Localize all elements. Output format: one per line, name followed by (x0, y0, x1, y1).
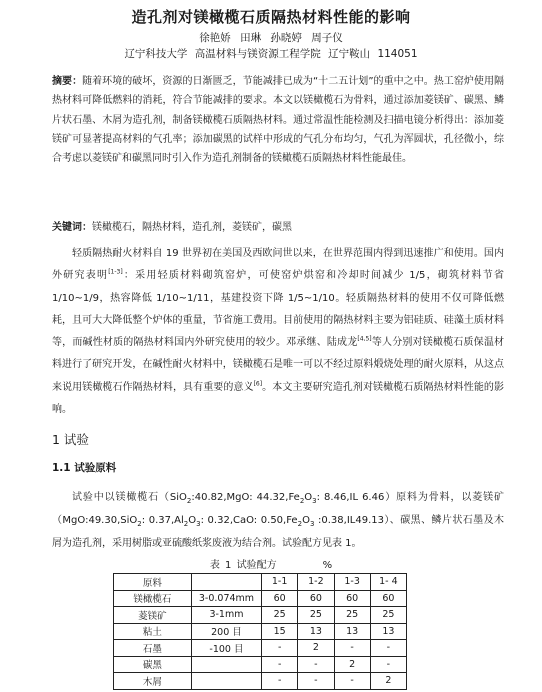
subscript: 2 (299, 497, 305, 505)
table-cell: 粘土 (114, 623, 192, 640)
table-header-cell: 1-3 (334, 574, 370, 591)
materials-text: :40.82,MgO: 44.32,Fe (191, 492, 300, 503)
materials-text: O (304, 492, 313, 503)
table-cell: 60 (262, 590, 298, 607)
table-cell: 60 (298, 590, 334, 607)
table-header-cell (191, 574, 261, 591)
subscript: 2 (186, 497, 192, 505)
abstract-text: 随着环境的破坏，资源的日渐匮乏，节能减排已成为“十二五计划”的重中之中。热工窑炉使用隔热材料可降低燃料的消耗，符合节能减排的要求。本文以镁橄榄石为骨料，通过添加菱镁矿、碳黑、鳞片状石墨、木屑为造孔剂，制备镁橄榄石质隔热材料。通过常温性能检测及扫描电镜分析得出：添加菱镁矿可显著提高材料的气孔率；添加碳黑的试样中形成的气孔分布均匀，气孔为浑圆状，孔径微小，综合考虑以菱镁矿和碳黑同时引入作为造孔剂制备的镁橄榄石质隔热材料性能最佳。 (52, 76, 504, 165)
table-cell: - (334, 673, 370, 690)
table-cell: - (334, 640, 370, 657)
citation-1: [1-3] (108, 268, 123, 276)
materials-text: : 8.46,IL 6.46）原料为骨料，以菱镁矿（MgO:49.30,SiO (52, 492, 504, 526)
author-list: 徐艳娇 田琳 孙晓婷 周子仪 (199, 32, 343, 44)
subscript: 3 (196, 520, 201, 528)
table-cell: 25 (334, 607, 370, 624)
subscript: 3 (312, 497, 317, 505)
table-cell: - (262, 640, 298, 657)
citation-2: [4,5] (357, 335, 372, 343)
table-cell: - (370, 640, 406, 657)
affiliation: 辽宁科技大学 高温材料与镁资源工程学院 辽宁鞍山 114051 (124, 48, 418, 60)
materials-text: 试验中以镁橄榄石（SiO (72, 492, 187, 503)
table-header-row (114, 574, 407, 591)
table-cell (191, 673, 261, 690)
materials-text: O (188, 515, 197, 526)
table-row (114, 640, 407, 657)
citation-3: [6] (253, 380, 263, 388)
table-cell: 3-0.074mm (191, 590, 261, 607)
table-cell: - (298, 673, 334, 690)
materials-text: O (302, 515, 310, 526)
subscript: 2 (297, 520, 303, 528)
table-cell (191, 656, 261, 673)
table-unit: % (322, 560, 333, 571)
table-cell: 菱镁矿 (114, 607, 192, 624)
table-header-cell: 1- 4 (370, 574, 406, 591)
table-cell: 25 (262, 607, 298, 624)
table-cell: 碳黑 (114, 656, 192, 673)
abstract-label: 摘要： (52, 76, 83, 87)
table-cell: 镁橄榄石 (114, 590, 192, 607)
subscript: 2 (183, 520, 189, 528)
materials-text: : 0.32,CaO: 0.50,Fe (200, 515, 298, 526)
table-cell: 石墨 (114, 640, 192, 657)
table-header-cell: 1-2 (298, 574, 334, 591)
table-row (114, 607, 407, 624)
paper-title: 造孔剂对镁橄榄石质隔热材料性能的影响 (131, 8, 411, 26)
intro-text-3: 等人分别对镁橄榄石质保温材料进行了研究开发，在碱性耐火材料中，镁橄榄石是唯一可以不经过原料煅烧处理的耐火原料，从这点来说用镁橄榄石作隔热材料，具有重要的意义 (52, 337, 505, 393)
table-cell: 15 (262, 623, 298, 640)
introduction-paragraph (52, 243, 504, 421)
table-cell: 200 目 (191, 623, 261, 640)
table-caption-text: 表 1 试验配方 (209, 560, 277, 571)
keywords-text: 镁橄榄石，隔热材料，造孔剂，菱镁矿，碳黑 (92, 222, 292, 233)
table-header-cell: 原料 (114, 574, 192, 591)
table-cell: - (262, 656, 298, 673)
table-cell: 13 (370, 623, 406, 640)
table-cell: 2 (334, 656, 370, 673)
table-cell: 60 (370, 590, 406, 607)
table-caption (0, 556, 542, 571)
table-cell: 木屑 (114, 673, 192, 690)
subsection-heading: 1.1 试验原料 (52, 462, 117, 474)
table-row (114, 623, 407, 640)
table-row (114, 656, 407, 673)
intro-text-1: 轻质隔热耐火材料自 19 世界初在美国及西欧问世以来，在世界范围内得到迅速推广和使用。国内外研究表明 (52, 248, 504, 282)
table-cell: -100 目 (191, 640, 261, 657)
table-row (114, 673, 407, 690)
table-cell: - (370, 656, 406, 673)
table-cell: 13 (334, 623, 370, 640)
intro-text-4: 。本文主要研究造孔剂对镁橄榄石质隔热材料性能的影响。 (52, 381, 505, 416)
keywords-label: 关键词： (52, 222, 92, 233)
table-row (114, 590, 407, 607)
table-cell: 2 (298, 640, 334, 657)
section-heading: 1 试验 (52, 432, 89, 447)
materials-paragraph (52, 486, 504, 555)
table-cell: 25 (298, 607, 334, 624)
table-cell: 13 (298, 623, 334, 640)
table-cell: 60 (334, 590, 370, 607)
materials-text: : 0.37,Al (141, 515, 184, 526)
subscript: 3 (309, 520, 315, 528)
table-header-cell: 1-1 (262, 574, 298, 591)
abstract (52, 72, 504, 168)
table-cell: 3-1mm (191, 607, 261, 624)
recipe-table (113, 573, 407, 690)
table-cell: 25 (370, 607, 406, 624)
subscript: 2 (137, 520, 142, 528)
table-cell: 2 (370, 673, 406, 690)
table-cell: - (298, 656, 334, 673)
materials-text: :0.38,IL49.13）、碳黑、鳞片状石墨及木屑为造孔剂，采用树脂或亚硫酸纸浆废液为结合剂。试验配方见表 1。 (52, 515, 505, 549)
keywords (52, 219, 504, 237)
table-cell: - (262, 673, 298, 690)
intro-text-2: ：采用轻质材料砌筑窑炉，可使窑炉烘窑和冷却时间减少 1/5，砌筑材料节省 1/10~1/9，热容降低 1/10~1/11，基建投资下降 1/5~1/10。轻质隔热材料的使用不仅可降低燃耗，且可大大降低整个炉体的重量，节省施工费用。目前使用的隔热材料主要为铝硅质、硅藻土质材料等，而碱性材质的隔热材料国内外研究使用的较少。邓承继、陆成龙 (52, 270, 504, 349)
